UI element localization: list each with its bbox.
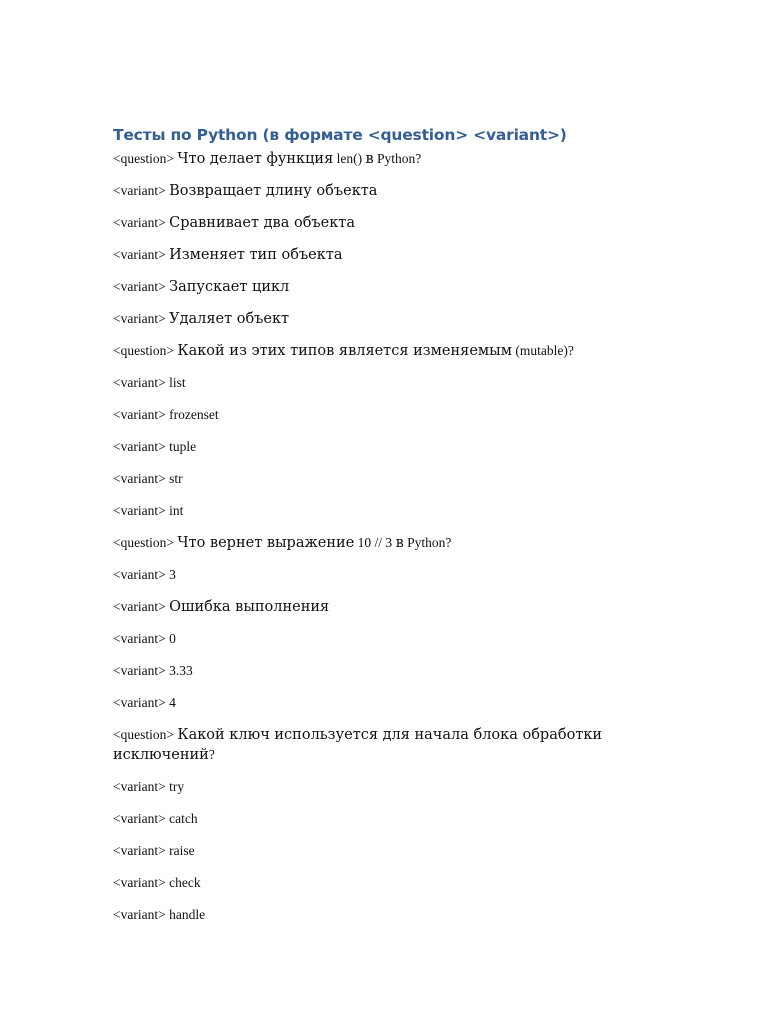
question-line-tag: <question> bbox=[113, 727, 174, 742]
variant-line bbox=[113, 245, 613, 265]
variant-line bbox=[113, 841, 613, 861]
variant-line bbox=[113, 309, 613, 329]
variant-line-text: int bbox=[169, 503, 184, 518]
variant-line-tag: <variant> bbox=[113, 907, 166, 922]
variant-line-tag: <variant> bbox=[113, 599, 166, 614]
variant-line-text: raise bbox=[169, 843, 195, 858]
variant-line-text: check bbox=[169, 875, 201, 890]
question-line-text: Что вернет выражение bbox=[177, 535, 355, 551]
variant-line bbox=[113, 629, 613, 649]
question-line-text: в bbox=[365, 151, 374, 167]
variant-line-text: 0 bbox=[169, 631, 176, 646]
variant-line bbox=[113, 873, 613, 893]
question-line bbox=[113, 725, 613, 765]
question-line-text: 10 // 3 bbox=[354, 535, 396, 550]
variant-line-text: try bbox=[169, 779, 185, 794]
variant-line-text: Запускает цикл bbox=[169, 279, 290, 295]
variant-line-text: Возвращает длину объекта bbox=[169, 183, 378, 199]
question-line-text: len() bbox=[333, 151, 366, 166]
variant-line-tag: <variant> bbox=[113, 375, 166, 390]
variant-line bbox=[113, 213, 613, 233]
variant-line-tag: <variant> bbox=[113, 663, 166, 678]
variant-line bbox=[113, 693, 613, 713]
variant-line-tag: <variant> bbox=[113, 779, 166, 794]
question-line-text: Какой ключ используется для начала блока обработки исключений bbox=[113, 727, 603, 763]
variant-line-tag: <variant> bbox=[113, 471, 166, 486]
variant-line-tag: <variant> bbox=[113, 875, 166, 890]
variant-line bbox=[113, 437, 613, 457]
question-line-text: Python? bbox=[403, 535, 452, 550]
variant-line-text: 4 bbox=[169, 695, 176, 710]
variant-line-text: handle bbox=[169, 907, 206, 922]
variant-line-tag: <variant> bbox=[113, 631, 166, 646]
variant-line bbox=[113, 405, 613, 425]
variant-line-tag: <variant> bbox=[113, 279, 166, 294]
variant-line bbox=[113, 661, 613, 681]
document-page bbox=[113, 124, 613, 937]
variant-line bbox=[113, 777, 613, 797]
variant-line-text: Удаляет объект bbox=[169, 311, 290, 327]
variant-line bbox=[113, 597, 613, 617]
variant-line bbox=[113, 905, 613, 925]
question-line-text: ? bbox=[208, 747, 215, 762]
variant-line-tag: <variant> bbox=[113, 311, 166, 326]
variant-line bbox=[113, 469, 613, 489]
variant-line-tag: <variant> bbox=[113, 503, 166, 518]
variant-line-text: 3 bbox=[169, 567, 176, 582]
variant-line-tag: <variant> bbox=[113, 407, 166, 422]
document-heading: Тесты по Python (в формате <question> <variant>) bbox=[113, 126, 567, 144]
variant-line-tag: <variant> bbox=[113, 811, 166, 826]
variant-line bbox=[113, 277, 613, 297]
variant-line-tag: <variant> bbox=[113, 247, 166, 262]
question-line-text: Какой из этих типов является изменяемым bbox=[177, 343, 512, 359]
variant-line-text: list bbox=[169, 375, 186, 390]
variant-line bbox=[113, 501, 613, 521]
variant-line-tag: <variant> bbox=[113, 567, 166, 582]
variant-line-tag: <variant> bbox=[113, 215, 166, 230]
variant-line bbox=[113, 565, 613, 585]
variant-line bbox=[113, 373, 613, 393]
variant-line-text: Сравнивает два объекта bbox=[169, 215, 355, 231]
variant-line-text: frozenset bbox=[169, 407, 219, 422]
variant-line-tag: <variant> bbox=[113, 183, 166, 198]
variant-line-text: Ошибка выполнения bbox=[169, 599, 330, 615]
question-line-text: в bbox=[395, 535, 404, 551]
variant-line-text: 3.33 bbox=[169, 663, 193, 678]
variant-line-text: tuple bbox=[169, 439, 197, 454]
question-line-text: (mutable)? bbox=[512, 343, 574, 358]
variant-line-text: catch bbox=[169, 811, 198, 826]
question-line bbox=[113, 149, 613, 169]
question-line-text: Что делает функция bbox=[177, 151, 334, 167]
question-line-tag: <question> bbox=[113, 535, 174, 550]
question-line bbox=[113, 341, 613, 361]
test-content bbox=[113, 149, 613, 925]
variant-line bbox=[113, 809, 613, 829]
question-line bbox=[113, 533, 613, 553]
variant-line bbox=[113, 181, 613, 201]
variant-line-tag: <variant> bbox=[113, 695, 166, 710]
variant-line-text: str bbox=[169, 471, 183, 486]
variant-line-text: Изменяет тип объекта bbox=[169, 247, 343, 263]
variant-line-tag: <variant> bbox=[113, 843, 166, 858]
question-line-text: Python? bbox=[373, 151, 422, 166]
question-line-tag: <question> bbox=[113, 343, 174, 358]
variant-line-tag: <variant> bbox=[113, 439, 166, 454]
question-line-tag: <question> bbox=[113, 151, 174, 166]
